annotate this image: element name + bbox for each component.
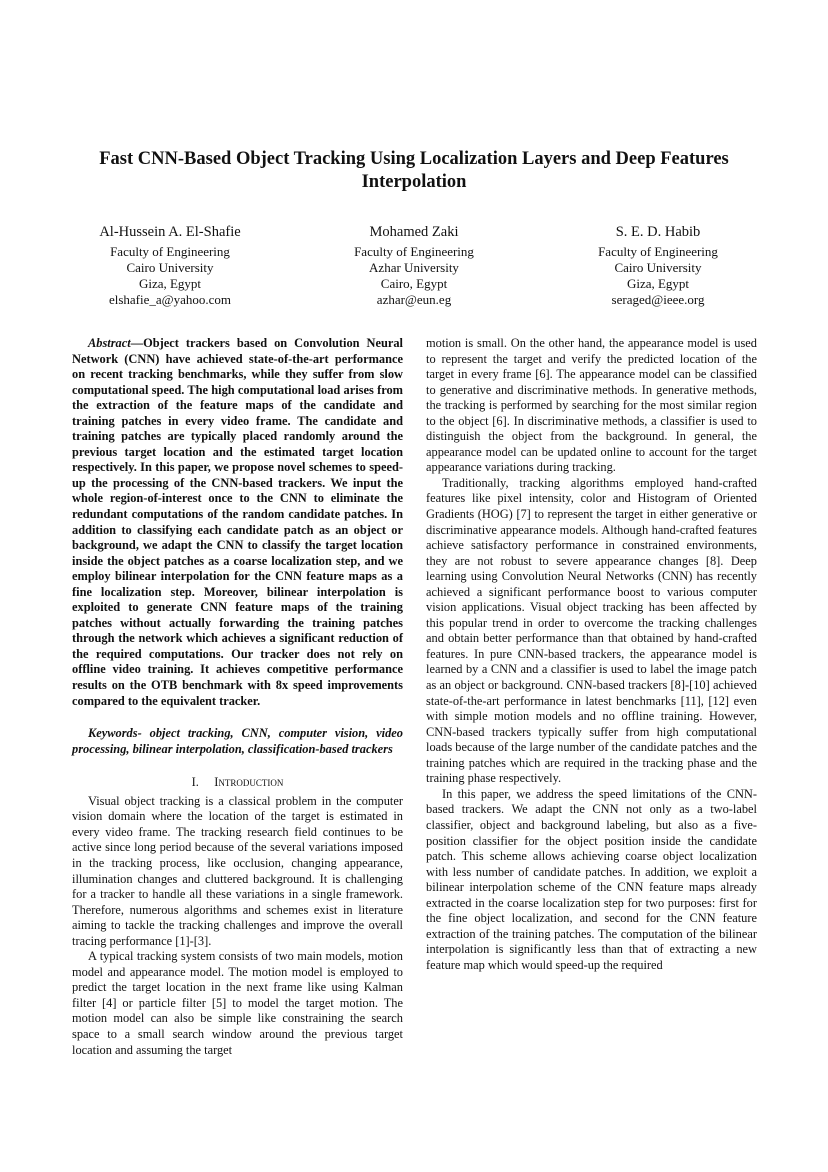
body-paragraph: Traditionally, tracking algorithms employed hand-crafted features like pixel intensity, color and Histogram of Oriented Gradients (HOG) [7] to represent the target in either generative or discriminative appearance models. Although hand-crafted features achieve satisfactory performance in constrained environments, they are not robust to severe appearance changes [8]. Deep learning using Convolution Neural Networks (CNN) has recently achieved a significant performance boost to various computer vision applications. Visual object tracking has been affected by this popular trend in order to overcome the tracking challenges and obtain better performance than that obtained by hand-crafted features. In pure CNN-based trackers, the appearance model is learned by a CNN and a classifier is used to label the image patch as an object or background. CNN-based trackers [8]-[10] achieved state-of-the-art performance in latest benchmarks [11], [12] even with simple motion models and no offline training. However, CNN-based trackers typically suffer from high computational loads because of the large number of the candidate patches and the training patches which are required in the tracking phase and the training phase respectively. bbox=[426, 475, 757, 786]
author-institution: Cairo University bbox=[126, 260, 214, 275]
author-institution: Cairo University bbox=[614, 260, 702, 275]
body-paragraph: A typical tracking system consists of two main models, motion model and appearance model. The motion model is employed to predict the target location in the next frame like using Kalman filter [4] or particle filter [5] to model the target motion. The motion model can also be simple like constraining the search space to a small search window around the previous target location and assuming the target bbox=[72, 949, 403, 1057]
body-paragraph: In this paper, we address the speed limitations of the CNN-based trackers. We adapt the CNN not only as a two-label classifier, object and background labeling, but also as a five-position classifier for the object position inside the candidate patch. This scheme allows achieving coarse object localization with less number of candidate patches. In addition, we exploit a bilinear interpolation scheme of the CNN feature maps already extracted in the coarse localization step for two purposes: first for the fine object localization, and second for the CNN feature extraction of the training patches. The computation of the bilinear interpolation is significantly less than that of extracting a new feature map which would speed-up the required bbox=[426, 786, 757, 972]
author-location: Giza, Egypt bbox=[138, 276, 202, 291]
author-name: Mohamed Zaki bbox=[369, 224, 459, 240]
author-name: Al-Hussein A. El-Shafie bbox=[99, 224, 241, 240]
right-column bbox=[426, 336, 757, 973]
abstract-body: —Object trackers based on Convolution Neural Network (CNN) have achieved state-of-the-art performance on recent tracking benchmarks, while they suffer from slow computational speed. The high computational load arises from the extraction of the feature maps of the candidate and training patches in every video frame. The candidate and training patches are typically placed randomly around the previous target location and the estimated target location respectively. In this paper, we propose novel schemes to speed-up the processing of the CNN-based trackers. We input the whole region-of-interest once to the CNN to eliminate the redundant computations of the random candidate patches. In addition to classifying each candidate patch as an object or background, we adapt the CNN to classify the target location inside the object patches as a coarse localization step, and we employ bilinear interpolation for the CNN feature maps as a fine localization step. Moreover, bilinear interpolation is exploited to generate CNN feature maps of the training patches without actually forwarding the training patches through the network which achieves a significant reduction of the required computations. Our tracker does not rely on offline video training. It achieves competitive performance results on the OTB benchmark with 8x speed improvements compared to the equivalent tracker. bbox=[72, 336, 403, 708]
author-institution: Azhar University bbox=[369, 260, 459, 275]
author-email: azhar@eun.eg bbox=[376, 292, 452, 307]
author-affiliation: Faculty of Engineering bbox=[354, 244, 474, 259]
author-name: S. E. D. Habib bbox=[615, 224, 701, 240]
author-block-3 bbox=[543, 224, 773, 308]
author-email: seraged@ieee.org bbox=[611, 292, 705, 307]
section-heading bbox=[72, 775, 403, 791]
keywords: Keywords- object tracking, CNN, computer vision, video processing, bilinear interpolation, classification-based trackers bbox=[72, 726, 403, 756]
paper-title: Fast CNN-Based Object Tracking Using Localization Layers and Deep Features Interpolation bbox=[99, 149, 729, 192]
author-block-2 bbox=[299, 224, 529, 308]
author-block-1 bbox=[55, 224, 285, 308]
abstract-lead: Abstract bbox=[88, 336, 131, 350]
author-email: elshafie_a@yahoo.com bbox=[108, 292, 232, 307]
abstract bbox=[72, 336, 403, 709]
author-location: Giza, Egypt bbox=[626, 276, 690, 291]
section-title: Introduction bbox=[214, 775, 284, 790]
left-column bbox=[72, 336, 403, 1058]
section-number: I. bbox=[191, 775, 199, 790]
author-affiliation: Faculty of Engineering bbox=[110, 244, 230, 259]
body-paragraph: Visual object tracking is a classical problem in the computer vision domain where the location of the target is estimated in every video frame. The tracking research field continues to be active since long period because of the several variations imposed in the tracking process, like occlusion, changing appearance, illumination changes and cluttered background. It is challenging for a tracker to handle all these variations in a single framework. Therefore, numerous algorithms and schemes exist in literature aiming to tackle the tracking challenges and improve the overall tracing performance [1]-[3]. bbox=[72, 793, 403, 948]
author-location: Cairo, Egypt bbox=[380, 276, 448, 291]
body-paragraph: motion is small. On the other hand, the appearance model is used to represent the target and verify the predicted location of the target in every frame [6]. The appearance model can be classified to generative and discriminative methods. In generative methods, the tracking is performed by searching for the most similar region to the object [6]. In discriminative methods, a classifier is used to distinguish the object from the background. In general, the appearance model can be updated online to account for the target appearance variations during tracking. bbox=[426, 336, 757, 475]
author-affiliation: Faculty of Engineering bbox=[598, 244, 718, 259]
